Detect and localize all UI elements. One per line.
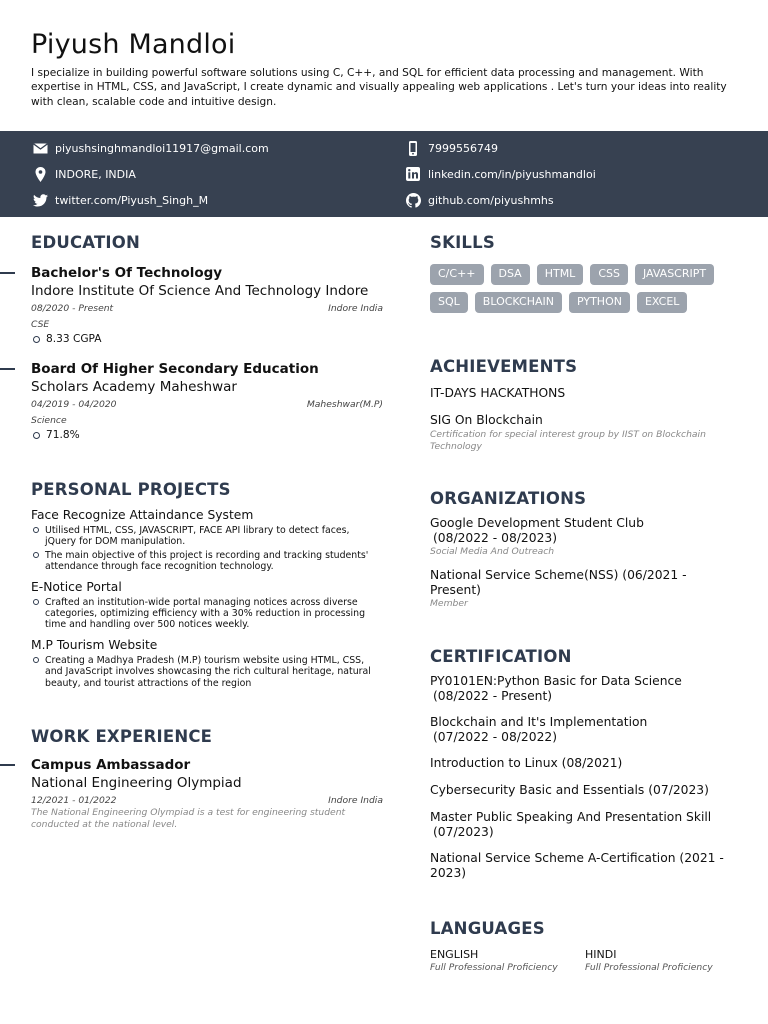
bullet-icon: [33, 552, 39, 558]
education-field: Science: [31, 415, 67, 426]
result-text: 71.8%: [46, 429, 80, 441]
envelope-icon: [32, 140, 48, 156]
project-name: E-Notice Portal: [31, 579, 122, 594]
right-column: [430, 232, 740, 974]
organization-name: National Service Scheme(NSS) (06/2021 - Present): [430, 567, 687, 597]
language-level: Full Professional Proficiency: [430, 962, 558, 973]
skill-tag: JAVASCRIPT: [635, 264, 714, 285]
candidate-name: Piyush Mandloi: [31, 29, 236, 60]
bullet-icon: [33, 336, 40, 343]
bullet-icon: [33, 432, 40, 439]
bullet-text: Creating a Madhya Pradesh (M.P) tourism website using HTML, CSS, and JavaScript involves showcasing the rich cultural heritage, natural beauty, and tourist attractions of the region: [45, 654, 371, 689]
work-role: Campus Ambassador: [31, 757, 191, 774]
education-entry: [31, 264, 383, 346]
language-level: Full Professional Proficiency: [585, 962, 713, 973]
education-result: [31, 429, 383, 442]
skill-tag: SQL: [430, 292, 468, 313]
phone-icon: [405, 140, 421, 156]
contact-twitter[interactable]: [32, 192, 208, 208]
work-entry: [31, 756, 383, 830]
certification-name: Cybersecurity Basic and Essentials (07/2023): [430, 783, 709, 797]
certification-name: Master Public Speaking And Presentation Skill: [430, 810, 712, 824]
contact-email[interactable]: [32, 140, 269, 156]
bullet-icon: [33, 527, 39, 533]
entry-marker: [0, 368, 15, 370]
certification-name: PY0101EN:Python Basic for Data Science: [430, 674, 682, 688]
project-name: M.P Tourism Website: [31, 637, 158, 652]
projects-heading: PERSONAL PROJECTS: [31, 480, 231, 499]
education-dates: 04/2019 - 04/2020: [31, 399, 117, 410]
twitter-text: twitter.com/Piyush_Singh_M: [55, 193, 209, 207]
education-location: Indore India: [328, 303, 383, 314]
project-entry: [31, 579, 383, 631]
skill-tag: PYTHON: [569, 292, 630, 313]
github-text: github.com/piyushmhs: [428, 193, 554, 207]
language-item: [585, 948, 740, 974]
language-item: [430, 948, 585, 974]
education-result: [31, 333, 383, 346]
project-entry: [31, 507, 383, 573]
skill-tag: HTML: [537, 264, 584, 285]
linkedin-icon: [405, 166, 421, 182]
achievements-heading: ACHIEVEMENTS: [430, 357, 578, 376]
email-text: piyushsinghmandloi11917@gmail.com: [55, 141, 269, 155]
language-name: HINDI: [585, 948, 617, 961]
project-entry: [31, 637, 383, 689]
education-meta: [31, 302, 383, 315]
linkedin-text: linkedin.com/in/piyushmandloi: [428, 167, 596, 181]
achievement-description: Certification for special interest group by IIST on Blockchain Technology: [430, 429, 706, 452]
left-column: [31, 232, 383, 830]
organization-name: Google Development Student Club: [430, 516, 644, 530]
bullet-text: The main objective of this project is recording and tracking students' attendance through face recognition technology.: [45, 549, 369, 573]
contact-bar: [0, 131, 768, 217]
entry-marker: [0, 764, 15, 766]
achievement-name: SIG On Blockchain: [430, 413, 543, 427]
certification-dates: (08/2022 - Present): [433, 689, 553, 703]
education-dates: 08/2020 - Present: [31, 303, 114, 314]
entry-marker: [0, 272, 15, 274]
education-meta: [31, 398, 383, 411]
project-bullet: [31, 597, 383, 631]
work-meta: [31, 794, 383, 807]
bullet-text: Crafted an institution-wide portal managing notices across diverse categories, optimizing efficiency with a 30% reduction in processing time and handling over 500 notices weekly.: [45, 596, 366, 631]
work-dates: 12/2021 - 01/2022: [31, 795, 117, 807]
contact-phone[interactable]: [405, 140, 498, 156]
resume-header: [31, 28, 737, 109]
education-entry: [31, 360, 383, 442]
skill-tag: EXCEL: [637, 292, 687, 313]
education-location: Maheshwar(M.P): [306, 399, 383, 410]
skill-tag: C/C++: [430, 264, 484, 285]
organization-dates: (08/2022 - 08/2023): [433, 531, 558, 545]
project-bullet: [31, 550, 383, 573]
skill-tag: BLOCKCHAIN: [475, 292, 562, 313]
school-name: Indore Institute Of Science And Technology Indore: [31, 283, 369, 299]
certification-dates: (07/2022 - 08/2022): [433, 730, 558, 744]
contact-location: [32, 166, 136, 182]
language-name: ENGLISH: [430, 948, 479, 961]
skills-heading: SKILLS: [430, 233, 495, 252]
bullet-icon: [33, 599, 39, 605]
summary-text: I specialize in building powerful software solutions using C, C++, and SQL for efficient data processing and management. With expertise in HTML, CSS, and JavaScript, I create dynamic and visually appealing web applications . Let's turn your ideas into reality with clean, scalable code and intuitive design.: [31, 67, 727, 108]
certification-name: National Service Scheme A-Certification (2021 - 2023): [430, 851, 724, 880]
organization-role: Social Media And Outreach: [430, 546, 555, 557]
work-location: Indore India: [328, 795, 383, 807]
contact-linkedin[interactable]: [405, 166, 596, 182]
contact-github[interactable]: [405, 192, 554, 208]
achievement-name: IT-DAYS HACKATHONS: [430, 386, 566, 400]
skills-list: [430, 264, 730, 320]
work-heading: WORK EXPERIENCE: [31, 727, 213, 747]
project-name: Face Recognize Attaindance System: [31, 508, 254, 522]
skill-tag: DSA: [491, 264, 530, 285]
work-org: National Engineering Olympiad: [31, 775, 242, 792]
certification-name: Blockchain and It's Implementation: [430, 715, 648, 729]
education-heading: EDUCATION: [31, 233, 140, 252]
location-pin-icon: [32, 166, 48, 182]
bullet-icon: [33, 657, 39, 663]
phone-text: 7999556749: [428, 141, 498, 155]
languages-heading: LANGUAGES: [430, 919, 545, 938]
certification-heading: CERTIFICATION: [430, 647, 572, 666]
skill-tag: CSS: [590, 264, 628, 285]
organization-role: Member: [430, 597, 468, 609]
school-name: Scholars Academy Maheshwar: [31, 379, 237, 395]
education-field: CSE: [31, 319, 50, 330]
degree-title: Board Of Higher Secondary Education: [31, 361, 319, 377]
organizations-heading: ORGANIZATIONS: [430, 489, 587, 508]
result-text: 8.33 CGPA: [46, 333, 102, 345]
github-icon: [405, 192, 421, 208]
certification-dates: (07/2023): [433, 825, 494, 839]
certification-name: Introduction to Linux (08/2021): [430, 756, 623, 770]
work-description: The National Engineering Olympiad is a test for engineering student conducted at the national level.: [31, 807, 346, 830]
languages-list: [430, 948, 740, 974]
location-text: INDORE, INDIA: [55, 167, 136, 181]
twitter-icon: [32, 192, 48, 208]
project-bullet: [31, 655, 383, 689]
project-bullet: [31, 525, 383, 548]
degree-title: Bachelor's Of Technology: [31, 265, 223, 281]
bullet-text: Utilised HTML, CSS, JAVASCRIPT, FACE API library to detect faces, jQuery for DOM manipulation.: [45, 525, 350, 548]
